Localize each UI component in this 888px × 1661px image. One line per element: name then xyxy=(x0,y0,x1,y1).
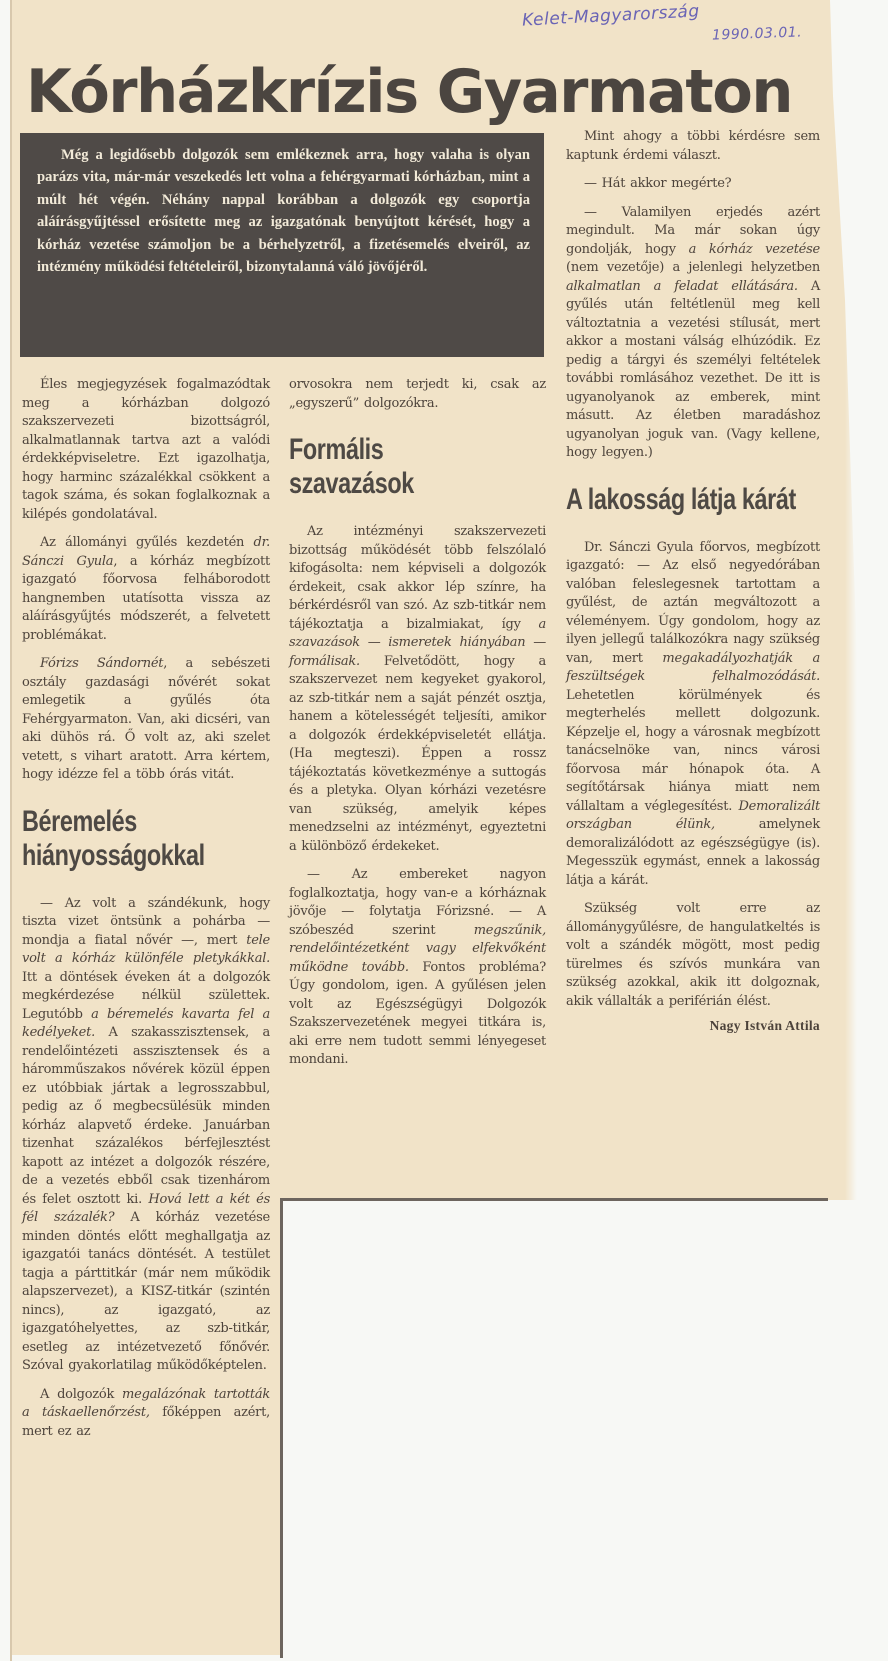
clipping-shadow-horizontal xyxy=(280,1198,828,1201)
author-byline: Nagy István Attila xyxy=(709,1018,820,1033)
text-run: (nem vezetője) a jelenlegi helyzetben xyxy=(566,260,820,275)
clipping-shadow-vertical xyxy=(280,1198,283,1658)
paragraph xyxy=(22,655,270,785)
emphasis: a szavazások — ismeretek hiányában — formálisak. xyxy=(289,616,546,669)
paragraph xyxy=(22,534,270,645)
lead-box xyxy=(20,133,544,357)
emphasis: megszűnik, rendelőintézetként vagy elfekvőként működne tovább. xyxy=(289,922,546,975)
text-run: , a kórház megbízott igazgató főorvosa felháborodott hangnemben utatísotta vissza az aláírásgyűjtés módszerét, a felvetett problémákat. xyxy=(22,553,270,643)
paragraph xyxy=(566,539,820,891)
text-run: Dr. Sánczi Gyula főorvos, megbízott igazgató: — Az első negyedórában valóban feleslegesnek tartottam a gyűlést, de aztán megváltozott a véleményem. Úgy gondolom, hogy az ilyen jellegű találkozókra nagy szükség van, mert xyxy=(566,539,820,666)
emphasis: dr. Sánczi Gyula xyxy=(22,535,270,569)
paragraph: — Hát akkor megérte? xyxy=(584,176,732,191)
emphasis: a béremelés kavarta fel a kedélyeket. xyxy=(22,1006,270,1040)
emphasis: Hová lett a két és fél százalék? xyxy=(22,1191,270,1225)
paragraph xyxy=(566,204,820,463)
text-run: , a sebészeti osztály gazdasági nővérét sokat emlegetik a gyűlés óta Fehérgyarmaton. Van, aki dicséri, van aki dühös rá. Ő volt az, aki szelet vetett, s vihart aratott. Arra kértem, hogy idézze fel a több órás vitát. xyxy=(22,656,271,782)
column-2 xyxy=(289,376,546,1080)
paragraph: Szükség volt erre az állománygyűlésre, de hangulatkeltés is volt a szándék mögött, most pedig türelmes és szívós munkára van szükség azokkal, akik itt dolgoznak, akik vállalták a periférián élést. xyxy=(566,901,820,1009)
emphasis: Demoralizált országban élünk, xyxy=(566,798,820,832)
subheading: Formális szavazások xyxy=(289,433,414,500)
text-run: Fontos probléma? Úgy gondolom, igen. A gyűlésen jelen volt az Egészségügyi Dolgozók Szakszervezetének megyei titkára is, aki erre nem tudott semmi lényegeset mondani. xyxy=(289,959,546,1067)
paragraph: Éles megjegyzések fogalmazódtak meg a kórházban dolgozó szakszervezeti bizottságról, alkalmatlannak tartva azt a valódi érdekképviseletre. Ezt igazolhatja, hogy harminc százalékkal csökkent a tagok száma, és sokan foglalkoznak a kilépés gondolatával. xyxy=(22,377,270,522)
text-run: A dolgozók xyxy=(40,1386,123,1402)
subheading: Béremelés hiányosságokkal xyxy=(22,804,205,872)
text-run: Az állományi gyűlés kezdetén xyxy=(40,535,254,550)
text-run: A szakasszisztensek, a rendelőintézeti asszisztensek és a háromműszakos nővérek közül éppen ez utóbbiak jártak a legrosszabbul, pedig az ő megbecsülésük minden kórház alapvető érdeke. Januárban tizenhat százalékos bérfejlesztést kapott az intézet a dolgozók részére, de a vezetés ebből csak tizenhárom és felet osztott ki. xyxy=(22,1025,270,1207)
paragraph xyxy=(289,866,546,1070)
emphasis: megalázónak tartották a táskaellenőrzést, xyxy=(22,1386,270,1420)
lead-paragraph: Még a legidősebb dolgozók sem emlékeznek arra, hogy valaha is olyan parázs vita, már-már veszekedés lett volna a fehérgyarmati kórházban, mint a múlt hét végén. Néhány nappal korábban a dolgozók egy csoportja aláírásgyűjtéssel erősítette meg az igazgatónak benyújtott kérését, hogy a kórház vezetése számoljon be a bérhelyzetről, a fizetésemelés elveiről, az intézmény működési feltételeiről, bizonytalanná váló jövőjéről. xyxy=(37,147,530,276)
text-run: — Az volt a szándékunk, hogy tiszta vizet öntsünk a pohárba — mondja a fiatal nővér —, mert xyxy=(22,895,270,948)
column-3 xyxy=(566,128,820,1036)
text-run: amelynek demoralizálódott az egészségügye (is). Megesszük egymást, ennek a lakosság látja a kárát. xyxy=(566,817,820,888)
handwritten-date: 1990.03.01. xyxy=(711,24,803,44)
text-run: főképpen azért, mert ez az xyxy=(22,1405,271,1439)
clipping-torn-edge xyxy=(827,0,857,1200)
emphasis: tele volt a kórház különféle pletykákkal. xyxy=(22,932,270,966)
text-run: — Az embereket nagyon foglalkoztatja, hogy van-e a kórháznak jövője — folytatja Fórizsné. — A szóbeszéd szerint xyxy=(289,867,546,938)
subheading: A lakosság látja kárát xyxy=(566,482,796,516)
text-run: A gyűlés után feltétlenül meg kell változtatnia a vezetési stílusát, mert akkor a mostani válság elhúzódik. Ez pedig a tárgyi és személyi feltételek további romlásához vezethet. De itt is ugyanolyanok az emberek, mint másutt. Az életben maradáshoz ugyanolyan joguk van. (Vagy kellene, hogy legyen.) xyxy=(566,278,820,460)
emphasis: a kórház vezetése xyxy=(688,241,820,257)
text-run: Itt a döntések éveken át a dolgozók megkérdezése nélkül születtek. Legutóbb xyxy=(22,969,270,1022)
paragraph xyxy=(22,895,270,1376)
text-run: Az intézményi szakszervezeti bizottság működését több felszólaló kifogásolta: nem képviseli a dolgozók érdekeit, csak akkor lép színre, ha bérkérdésről van szó. Az szb-titkár nem tájékoztatja a bizalmiakat, így xyxy=(289,524,546,632)
paragraph xyxy=(22,1386,270,1442)
emphasis: megakadályozhatják a feszültségek felhalmozódását. xyxy=(566,650,821,684)
text-run: A kórház vezetése minden döntés előtt meghallgatja az igazgatói tanács döntését. A testület tagja a párttitkár (már nem működik alapszervezet), a KISZ-titkár (szintén nincs), az igazgató, az igazgatóhelyettes, az szb-titkár, esetleg az intézetvezető főnővér. Szóval gyakorlatilag működőképtelen. xyxy=(22,1210,270,1373)
paragraph: Mint ahogy a többi kérdésre sem kaptunk érdemi választ. xyxy=(566,129,820,163)
emphasis: Fórizs Sándornét xyxy=(40,656,164,671)
paragraph xyxy=(289,523,546,856)
column-1 xyxy=(22,376,270,1451)
text-run: — Valamilyen erjedés azért megindult. Ma már sokan úgy gondolják, hogy xyxy=(566,204,820,257)
text-run: Felvetődött, hogy a szakszervezet nem kegyeket gyakorol, az szb-titkár nem a saját pénzét osztja, hanem a kötelességét teljesíti, amikor a dolgozók érdekképviseletét ellátja. (Ha megteszi). Éppen a rossz tájékoztatás következménye a suttogás és a pletyka. Olyan kórházi vezetésre van szükség, amelyik képes menedzselni az intézményt, egyeztetni a különböző érdekeket. xyxy=(289,653,546,854)
paragraph: orvosokra nem terjedt ki, csak az „egyszerű” dolgozókra. xyxy=(289,377,546,411)
article-headline: Kórházkrízis Gyarmaton xyxy=(26,57,792,128)
text-run: Lehetetlen körülmények és megterhelés mellett dolgozunk. Képzelje el, hogy a városnak megbízott tanácselnöke van, nincs városi főorvosa már hónapok óta. A segítőtársak hiánya miatt nem vállaltam a véglegesítést. xyxy=(566,687,820,814)
emphasis: alkalmatlan a feladat ellátására. xyxy=(566,278,798,294)
handwritten-source: Kelet-Magyarország xyxy=(521,1,701,31)
